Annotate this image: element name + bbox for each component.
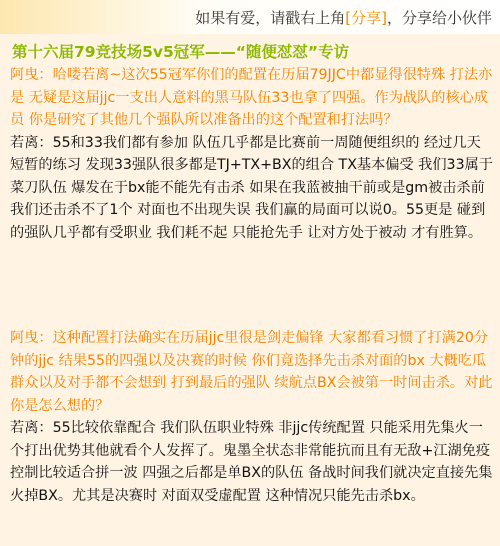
question-2: 阿曳：这种配置打法确实在历届jjc里很是剑走偏锋 大家都看习惯了打满20分钟的jjc 结果55的四强以及决赛的时候 你们竟选择先击杀对面的bx 大概吃瓜群众以及对手都不会想到 打到最后的强队 续航点BX会被第一时间击杀。对此 你是怎么想的？ (10, 330, 493, 414)
question-1: 阿曳：哈喽若离~这次55冠军你们的配置在历届79JJC中都显得很特殊 打法亦是 无疑是这届jjc一支出人意料的黑马队伍33也拿了四强。作为战队的核心成员 你是研究了其他几个强队所以准备出的这个配置和打法吗？ (10, 67, 493, 128)
share-banner (0, 0, 500, 34)
qa-block-2 (10, 327, 494, 507)
qa-block-1 (10, 64, 494, 244)
answer-1: 若离：55和33我们都有参加 队伍几乎都是比赛前一周随便组织的 经过几天短暂的练习 发现33强队很多都是TJ+TX+BX的组合 TX基本偏受 我们33属于菜刀队伍 爆发在于bx能不能先有击杀 如果在我蓝被抽干前或是gm被击杀前 我们还击杀不了1个 对面也不出现失误 我们赢的局面可以说0。55更是 碰到的强队几乎都有受职业 我们耗不起 只能抢先手 让对方处于被动 才有胜算。 (10, 134, 493, 241)
share-hint-suffix: ，分享给小伙伴 (386, 9, 492, 27)
article-title: 第十六届79竞技场5v5冠军——“随便怼怼”专访 (12, 43, 350, 61)
share-hint-prefix: 如果有爱，请戳右上角 (195, 9, 346, 27)
share-button[interactable]: [分享] (345, 9, 387, 27)
answer-2: 若离：55比较依靠配合 我们队伍职业特殊 非jjc传统配置 只能采用先集火一个打出优势其他就看个人发挥了。鬼墨全状态非常能抗而且有无敌+江湖免疫控制比较适合拼一波 四强之后都是单BX的队伍 备战时间我们就决定直接先集火掉BX。尤其是决赛时 对面双受虚配置 这种情况只能先击杀bx。 (10, 420, 493, 504)
share-hint (195, 7, 492, 28)
